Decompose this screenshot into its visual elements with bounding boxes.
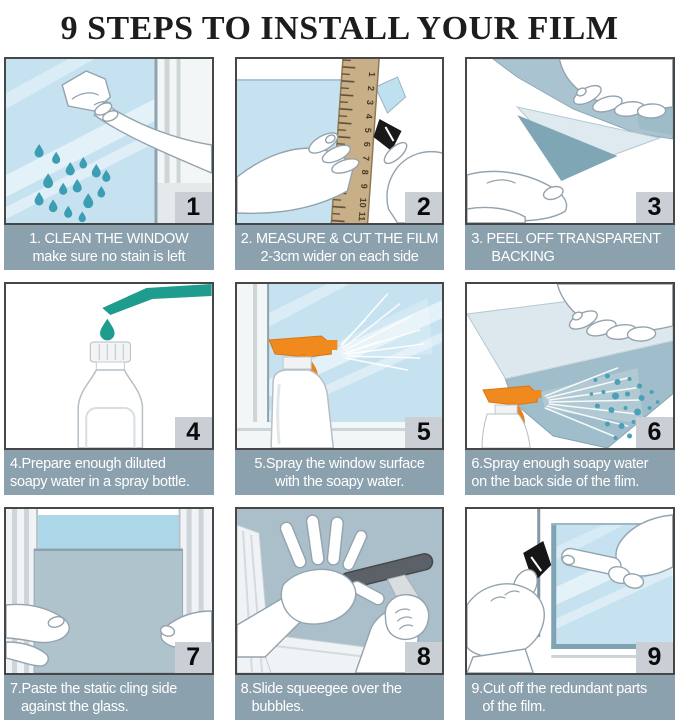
caption-line-1: 2. MEASURE & CUT THE FILM — [240, 230, 439, 247]
step-number-badge: 6 — [636, 417, 673, 448]
step-4-panel — [4, 282, 214, 450]
step-number-badge: 9 — [636, 642, 673, 673]
svg-text:9: 9 — [358, 183, 369, 190]
step-6-panel — [465, 282, 675, 450]
caption-line-1: 6.Spray enough soapy water — [471, 455, 649, 472]
caption-line-2: against the glass. — [21, 698, 129, 715]
svg-text:5: 5 — [362, 127, 373, 134]
svg-text:4: 4 — [363, 113, 374, 120]
svg-text:8: 8 — [359, 169, 370, 176]
step-5-cell — [235, 282, 445, 495]
caption-line-2: on the back side of the flim. — [471, 473, 640, 490]
step-6-caption — [465, 450, 675, 495]
step-5-panel — [235, 282, 445, 450]
steps-grid — [4, 57, 675, 720]
step-number-badge: 8 — [405, 642, 442, 673]
step-5-caption — [235, 450, 445, 495]
caption-line-2: with the soapy water. — [274, 473, 405, 490]
step-7-panel — [4, 507, 214, 675]
step-7-caption — [4, 675, 214, 720]
step-2-panel — [235, 57, 445, 225]
step-1-panel — [4, 57, 214, 225]
step-1-caption — [4, 225, 214, 270]
caption-line-1: 7.Paste the static cling side — [10, 680, 178, 697]
caption-line-1: 3. PEEL OFF TRANSPARENT — [471, 230, 661, 247]
step-1-cell — [4, 57, 214, 270]
step-6-cell — [465, 282, 675, 495]
step-2-caption — [235, 225, 445, 270]
film-sheet — [34, 549, 182, 673]
spray-bottle-icon — [269, 336, 337, 448]
step-3-panel — [465, 57, 675, 225]
step-3-cell — [465, 57, 675, 270]
svg-text:1: 1 — [366, 71, 377, 78]
svg-text:7: 7 — [360, 155, 371, 162]
caption-line-2: BACKING — [491, 248, 555, 265]
caption-line-2: soapy water in a spray bottle. — [10, 473, 190, 490]
step-9-caption — [465, 675, 675, 720]
step-9-panel — [465, 507, 675, 675]
caption-line-1: 8.Slide squeegee over the — [240, 680, 402, 697]
step-3-caption — [465, 225, 675, 270]
caption-line-2: make sure no stain is left — [32, 248, 186, 265]
step-8-caption — [235, 675, 445, 720]
window-glass — [38, 515, 178, 549]
step-4-caption — [4, 450, 214, 495]
caption-line-2: of the film. — [482, 698, 546, 715]
svg-text:2: 2 — [365, 85, 376, 92]
page-title: 9 STEPS TO INSTALL YOUR FILM — [60, 9, 619, 47]
svg-text:6: 6 — [361, 141, 372, 148]
step-number-badge: 4 — [175, 417, 212, 448]
svg-text:10: 10 — [357, 197, 368, 209]
step-8-panel — [235, 507, 445, 675]
caption-line-2: 2-3cm wider on each side — [260, 248, 419, 265]
caption-line-1: 1. CLEAN THE WINDOW — [29, 230, 189, 247]
svg-text:3: 3 — [364, 99, 375, 106]
step-number-badge: 1 — [175, 192, 212, 223]
caption-line-1: 9.Cut off the redundant parts — [471, 680, 647, 697]
caption-line-2: bubbles. — [251, 698, 305, 715]
caption-line-1: 5.Spray the window surface — [254, 455, 425, 472]
step-number-badge: 3 — [636, 192, 673, 223]
step-number-badge: 7 — [175, 642, 212, 673]
step-9-cell — [465, 507, 675, 720]
caption-line-1: 4.Prepare enough diluted — [10, 455, 166, 472]
svg-text:11: 11 — [356, 211, 368, 222]
step-7-cell — [4, 507, 214, 720]
step-2-cell — [235, 57, 445, 270]
step-number-badge: 2 — [405, 192, 442, 223]
step-4-cell — [4, 282, 214, 495]
step-8-cell — [235, 507, 445, 720]
step-number-badge: 5 — [405, 417, 442, 448]
